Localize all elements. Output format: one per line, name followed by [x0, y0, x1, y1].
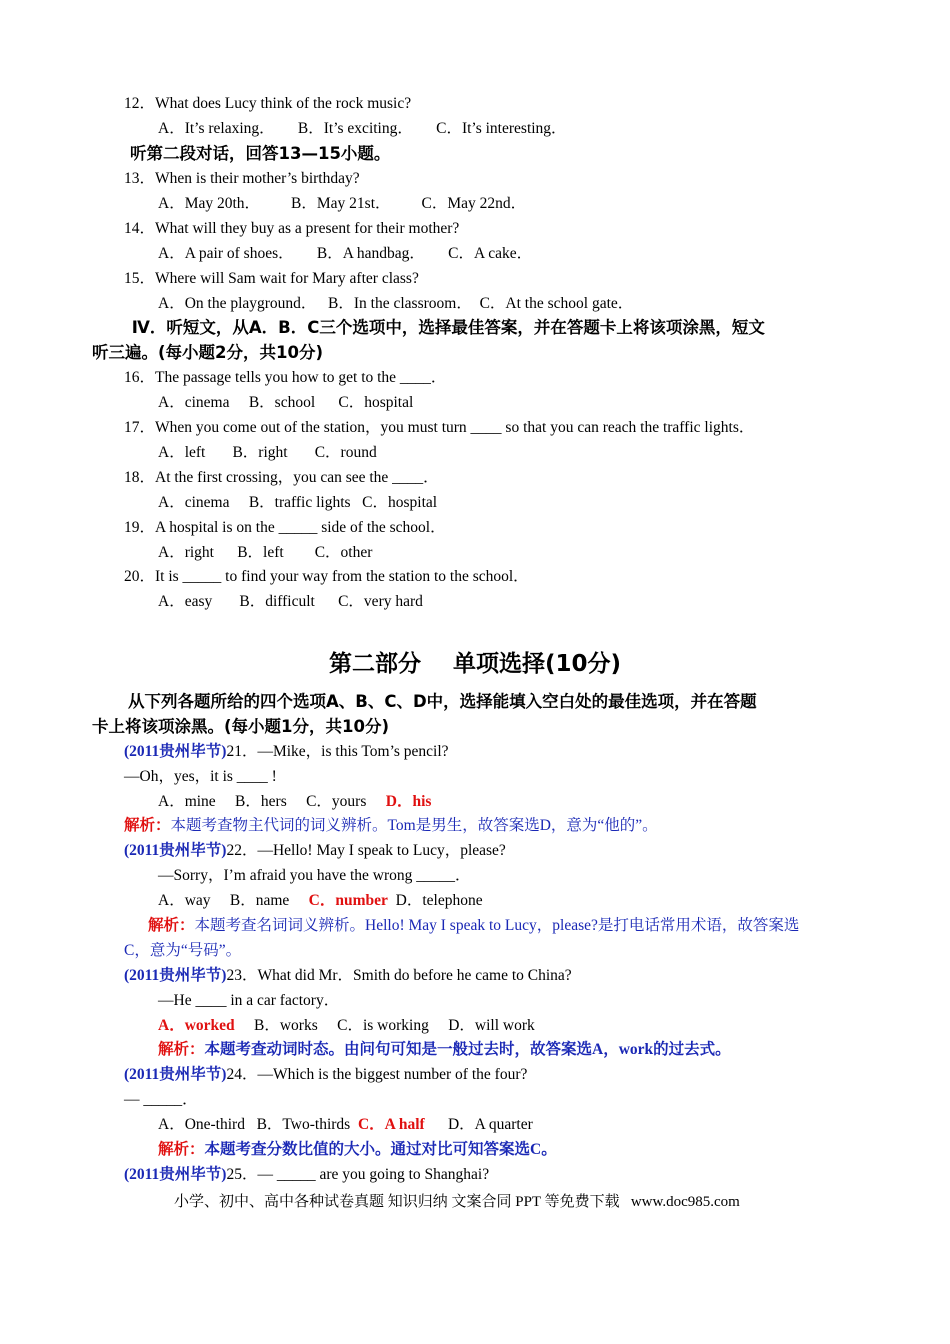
q22-answer: C．number: [308, 892, 388, 909]
section2-header: 听第二段对话，回答13—15小题。: [130, 144, 391, 163]
q24-options: [158, 1115, 533, 1135]
part2-intro-line2: 卡上将该项涂黑。(每小题1分，共10分): [92, 717, 390, 736]
q23-source: (2011贵州毕节): [124, 967, 227, 984]
q23-options: [158, 1016, 535, 1036]
q24-analysis-label: 解析：: [158, 1141, 205, 1158]
q21-options-normal: A．mine B．hers C．yours: [158, 793, 386, 810]
q21-line: [124, 742, 449, 762]
q13-options: A．May 20th． B．May 21st． C．May 22nd．: [158, 195, 527, 212]
q24-options-before: A．One-third B．Two-thirds: [158, 1116, 358, 1133]
q21-options: [158, 792, 431, 812]
q17-options: A．left B．right C．round: [158, 444, 377, 461]
q22-analysis-line1: [148, 916, 799, 936]
q22-line: [124, 841, 506, 861]
q18-stem: 18．At the first crossing，you can see the ____．: [124, 469, 439, 486]
q21-analysis-label: 解析：: [124, 817, 171, 834]
q22-source: (2011贵州毕节): [124, 842, 227, 859]
q23-answer: A．worked: [158, 1017, 235, 1034]
q22-options: [158, 891, 483, 911]
q23-analysis-label: 解析：: [158, 1041, 205, 1058]
q20-options: A．easy B．difficult C．very hard: [158, 593, 423, 610]
q12-options: A．It’s relaxing． B．It’s exciting． C．It’s interesting．: [158, 120, 567, 137]
q15-options: A．On the playground． B．In the classroom． C．At the school gate．: [158, 295, 634, 312]
q13-stem: 13．When is their mother’s birthday?: [124, 170, 360, 187]
q23-analysis: [158, 1040, 731, 1060]
part2-title: 第二部分 单项选择(10分): [328, 651, 622, 677]
q16-stem: 16．The passage tells you how to get to the ____．: [124, 369, 447, 386]
q24-analysis-text: 本题考查分数比值的大小。通过对比可知答案选C。: [204, 1141, 557, 1158]
section4-header-line1: Ⅳ．听短文，从A．B．C三个选项中，选择最佳答案，并在答题卡上将该项涂黑，短文: [126, 318, 765, 337]
part2-intro-line1: 从下列各题所给的四个选项A、B、C、D中，选择能填入空白处的最佳选项，并在答题: [128, 692, 757, 711]
q24-analysis: [158, 1140, 557, 1160]
q22-stem: 22．—Hello! May I speak to Lucy，please?: [226, 842, 506, 859]
page-footer: 小学、初中、高中各种试卷真题 知识归纳 文案合同 PPT 等免费下载 www.doc985.com: [174, 1194, 740, 1210]
q23-stem: 23．What did Mr．Smith do before he came to China?: [226, 967, 572, 984]
q25-stem: 25．— _____ are you going to Shanghai?: [226, 1166, 490, 1183]
q21-source: (2011贵州毕节): [124, 743, 227, 760]
q21-reply: —Oh，yes，it is ____ !: [124, 768, 277, 785]
q24-source: (2011贵州毕节): [124, 1066, 227, 1083]
q22-options-d: D．telephone: [387, 892, 483, 909]
q14-stem: 14．What will they buy as a present for their mother?: [124, 220, 460, 237]
q14-options: A．A pair of shoes． B．A handbag． C．A cake．: [158, 245, 533, 262]
q23-reply: —He ____ in a car factory．: [158, 992, 340, 1009]
q24-reply: — _____．: [124, 1091, 198, 1108]
q19-stem: 19．A hospital is on the _____ side of the school．: [124, 519, 446, 536]
q21-stem: 21．—Mike，is this Tom’s pencil?: [226, 743, 449, 760]
q12-stem: 12．What does Lucy think of the rock music?: [124, 95, 412, 112]
q16-options: A．cinema B．school C．hospital: [158, 394, 414, 411]
section4-header-line2: 听三遍。(每小题2分，共10分): [92, 343, 324, 362]
q22-analysis-label: 解析：: [148, 917, 195, 934]
q22-analysis-text1: 本题考查名词词义辨析。Hello! May I speak to Lucy，please?是打电话常用术语，故答案选: [194, 917, 800, 934]
q23-options-rest: B．works C．is working D．will work: [234, 1017, 535, 1034]
q24-options-after: D．A quarter: [424, 1116, 533, 1133]
q21-answer: D．his: [385, 793, 432, 810]
q22-options-a: A．way B．name: [158, 892, 309, 909]
q25-source: (2011贵州毕节): [124, 1166, 227, 1183]
q18-options: A．cinema B．traffic lights C．hospital: [158, 494, 438, 511]
q23-line: [124, 966, 572, 986]
q17-stem: 17．When you come out of the station，you must turn ____ so that you can reach the traffic lights．: [124, 419, 755, 436]
q21-analysis: [124, 816, 658, 836]
q22-analysis-line2: C，意为“号码”。: [124, 942, 242, 959]
q22-reply: —Sorry，I’m afraid you have the wrong _____．: [158, 867, 471, 884]
q23-analysis-text: 本题考查动词时态。由问句可知是一般过去时，故答案选A，work的过去式。: [204, 1041, 731, 1058]
q21-analysis-text: 本题考查物主代词的词义辨析。Tom是男生，故答案选D，意为“他的”。: [170, 817, 658, 834]
q25-line: [124, 1165, 489, 1185]
q24-line: [124, 1065, 527, 1085]
q20-stem: 20．It is _____ to find your way from the station to the school．: [124, 568, 529, 585]
q24-answer: C．A half: [357, 1116, 425, 1133]
q15-stem: 15．Where will Sam wait for Mary after class?: [124, 270, 419, 287]
q24-stem: 24．—Which is the biggest number of the four?: [226, 1066, 528, 1083]
q19-options: A．right B．left C．other: [158, 544, 373, 561]
